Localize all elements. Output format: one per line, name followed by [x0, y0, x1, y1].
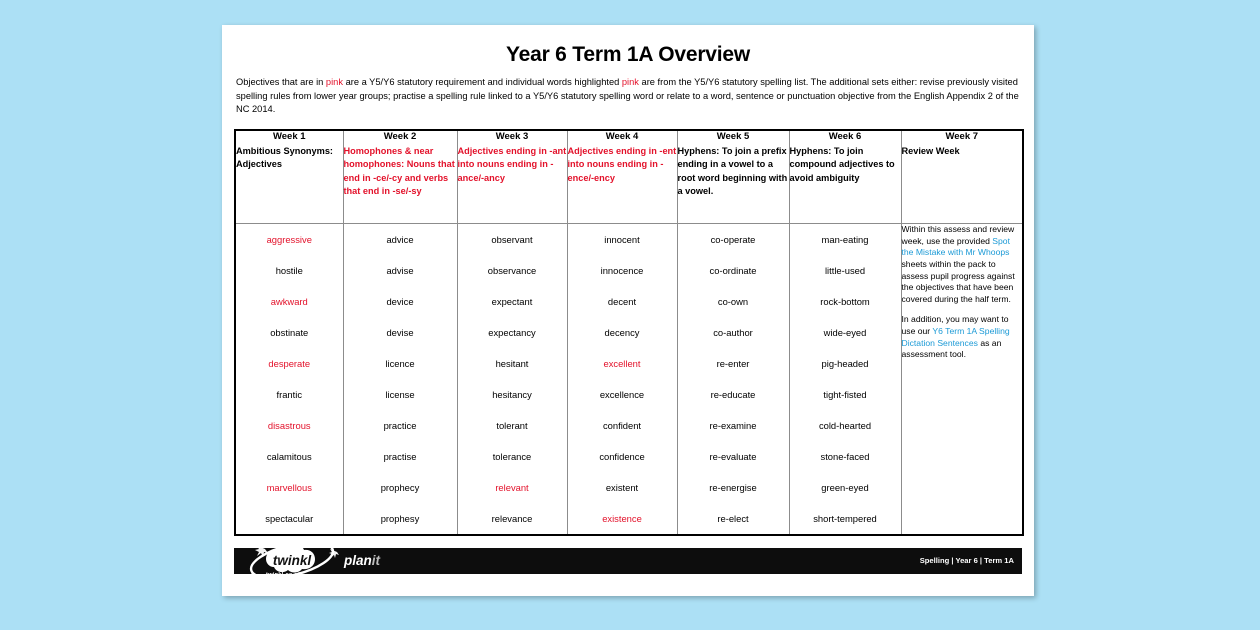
spelling-word: obstinate: [270, 327, 309, 339]
week-header-6: [789, 130, 901, 224]
text-run: as an assessment tool.: [901, 337, 1002, 360]
week-number-label: Week 2: [383, 130, 417, 142]
review-week-notes: [901, 224, 1023, 536]
pink-keyword: pink: [621, 77, 639, 87]
spelling-word: device: [386, 296, 414, 308]
spelling-word: tolerance: [492, 451, 532, 463]
spelling-word: advise: [386, 265, 414, 277]
spelling-word: spectacular: [265, 513, 314, 525]
spelling-word: licence: [385, 358, 415, 370]
spelling-word: calamitous: [266, 451, 312, 463]
word-list-week-5: [677, 224, 789, 536]
week-objective-text: Homophones & near homophones: Nouns that end in -ce/-cy and verbs that end in -se/-sy: [343, 145, 455, 196]
spelling-word: hesitancy: [492, 389, 532, 401]
week-objective-text: Adjectives ending in -ant into nouns ending in -ance/-ancy: [457, 145, 567, 183]
twinkl-url: twinkl.co.uk: [266, 572, 302, 578]
spelling-word: hostile: [275, 265, 303, 277]
spelling-word: practise: [383, 451, 417, 463]
spelling-word: awkward: [270, 296, 308, 308]
spelling-word: cold-hearted: [818, 420, 872, 432]
intro-paragraph: [236, 76, 1020, 117]
week-number-label: Week 7: [945, 130, 979, 142]
spelling-word: green-eyed: [821, 482, 869, 494]
spelling-word: excellent: [603, 358, 641, 370]
spelling-word: confidence: [599, 451, 645, 463]
svg-text:twinkl: twinkl: [272, 553, 312, 568]
word-list-week-4: [567, 224, 677, 536]
spelling-word: aggressive: [266, 234, 312, 246]
spelling-word: existence: [602, 513, 642, 525]
table-words-row: [235, 224, 1023, 536]
spelling-word: pig-headed: [821, 358, 869, 370]
week-number-label: Week 5: [716, 130, 750, 142]
spelling-word: expectant: [491, 296, 533, 308]
spelling-word: re-enter: [716, 358, 750, 370]
resource-link[interactable]: Spot the Mistake with Mr Whoops: [901, 235, 1010, 258]
text-run: sheets within the pack to assess pupil progress against the objectives that have been covered during the half term.: [901, 259, 1015, 304]
spelling-word: wide-eyed: [823, 327, 867, 339]
spelling-word: tolerant: [496, 420, 528, 432]
spelling-word: confident: [602, 420, 642, 432]
week-header-5: [677, 130, 789, 224]
page-title: Year 6 Term 1A Overview: [505, 43, 751, 66]
word-list-week-6: [789, 224, 901, 536]
week-number-label: Week 4: [605, 130, 639, 142]
spelling-word: disastrous: [267, 420, 311, 432]
review-paragraph: [902, 314, 1023, 360]
twinkl-cloud-icon: [242, 539, 346, 585]
spelling-word: license: [385, 389, 415, 401]
spelling-word: rock-bottom: [820, 296, 870, 308]
spelling-word: relevance: [491, 513, 533, 525]
text-run: are a Y5/Y6 statutory requirement and individual words highlighted: [342, 77, 622, 87]
week-header-4: [567, 130, 677, 224]
week-header-1: [235, 130, 343, 224]
spelling-word: advice: [386, 234, 414, 246]
spelling-word: prophesy: [380, 513, 420, 525]
week-number-label: Week 3: [495, 130, 529, 142]
review-paragraph: [902, 224, 1023, 305]
spelling-word: co-ordinate: [709, 265, 757, 277]
week-objective-text: Hyphens: To join compound adjectives to avoid ambiguity: [789, 145, 895, 183]
week-objective-text: Hyphens: To join a prefix ending in a vowel to a root word beginning with a vowel.: [677, 145, 788, 196]
spelling-word: innocence: [600, 265, 644, 277]
resource-link[interactable]: Y6 Term 1A Spelling Dictation Sentences: [901, 326, 1010, 348]
text-run: Objectives that are in: [236, 77, 326, 87]
spelling-word: decency: [604, 327, 640, 339]
text-run: Within this assess and review week, use the provided: [901, 224, 1015, 246]
text-run: are from the Y5/Y6 statutory spelling list. The additional sets either: revise previously visited spelling rules from lower year groups; practise a spelling rule linked to a Y5/Y6 statutory spelling word or relate to a word, sentence or punctuation objective from the English Appendix 2 of the NC 2014.: [236, 77, 1019, 115]
spelling-word: re-educate: [710, 389, 756, 401]
twinkl-logo: [242, 539, 346, 585]
word-list-week-3: [457, 224, 567, 536]
week-header-3: [457, 130, 567, 224]
spelling-word: practice: [383, 420, 417, 432]
word-list-week-2: [343, 224, 457, 536]
text-run: In addition, you may want to use our: [901, 314, 1009, 337]
spelling-word: marvellous: [266, 482, 312, 494]
week-objective-text: Review Week: [901, 145, 960, 156]
document-page: [222, 25, 1034, 596]
spelling-word: decent: [607, 296, 637, 308]
spelling-word: stone-faced: [820, 451, 870, 463]
footer-bar: [234, 548, 1022, 578]
spelling-word: existent: [605, 482, 639, 494]
overview-table: [234, 129, 1024, 537]
spelling-word: frantic: [276, 389, 303, 401]
spelling-word: co-operate: [710, 234, 756, 246]
spelling-word: observant: [491, 234, 533, 246]
week-number-label: Week 1: [272, 130, 306, 142]
week-objective-text: Adjectives ending in -ent into nouns ending in -ence/-ency: [567, 145, 677, 183]
week-number-label: Week 6: [828, 130, 862, 142]
week-header-2: [343, 130, 457, 224]
spelling-word: expectancy: [488, 327, 536, 339]
spelling-word: observance: [487, 265, 537, 277]
spelling-word: re-examine: [709, 420, 757, 432]
planit-brand-suffix: it: [371, 553, 381, 568]
spelling-word: re-elect: [717, 513, 749, 525]
spelling-word: tight-fisted: [823, 389, 867, 401]
table-header-row: [235, 130, 1023, 224]
spelling-word: prophecy: [380, 482, 420, 494]
footer-subject-label: Spelling | Year 6 | Term 1A: [919, 556, 1014, 565]
pink-keyword: pink: [325, 77, 343, 87]
spelling-word: man-eating: [821, 234, 869, 246]
word-list-week-1: [235, 224, 343, 536]
spelling-word: hesitant: [495, 358, 529, 370]
spelling-word: short-tempered: [813, 513, 877, 525]
week-header-7: [901, 130, 1023, 224]
spelling-word: desperate: [268, 358, 311, 370]
spelling-word: relevant: [495, 482, 529, 494]
spelling-word: co-author: [713, 327, 753, 339]
spelling-word: re-energise: [709, 482, 757, 494]
spelling-word: re-evaluate: [709, 451, 757, 463]
spelling-word: little-used: [824, 265, 866, 277]
spelling-word: excellence: [599, 389, 645, 401]
planit-brand-main: plan: [344, 553, 372, 568]
spelling-word: devise: [386, 327, 414, 339]
spelling-word: co-own: [717, 296, 749, 308]
spelling-word: innocent: [604, 234, 640, 246]
planit-brand: [344, 553, 380, 568]
week-objective-text: Ambitious Synonyms: Adjectives: [236, 145, 333, 170]
